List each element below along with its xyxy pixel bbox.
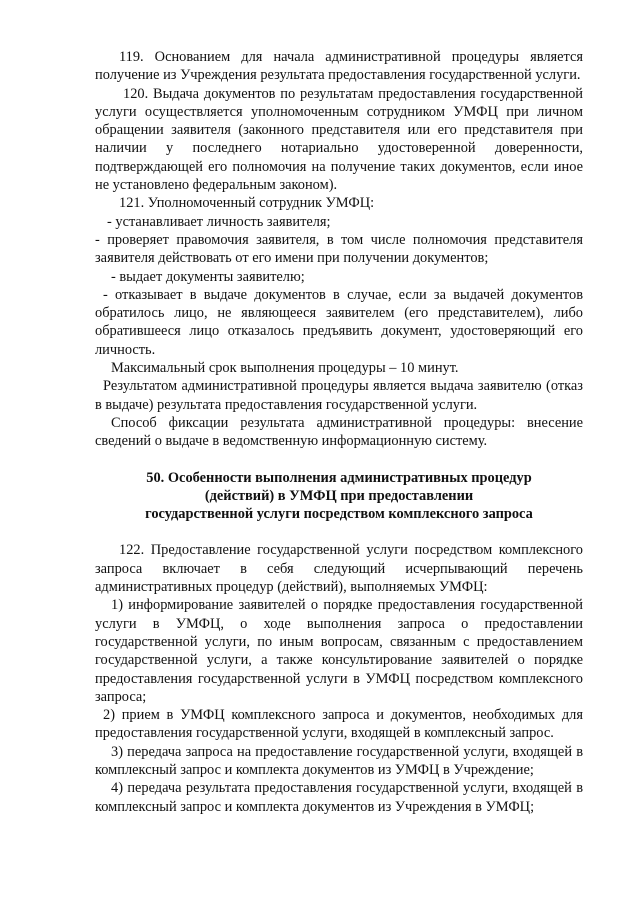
list-item-identity: - устанавливает личность заявителя; <box>107 213 331 230</box>
list-item-3: 3) передача запроса на предоставление государственной услуги, входящей в комплексный запрос и комплекта документов из УМФЦ в Учреждение; <box>95 743 583 778</box>
list-item-refuse: - отказывает в выдаче документов в случае, если за выдачей документов обратилось лицо, не являющееся заявителем (его представителем), либо обратившееся лицо отказалось предъявить документ, удостоверяющий его личность. <box>95 286 583 358</box>
heading-line-2: (действий) в УМФЦ при предоставлении <box>204 487 474 504</box>
paragraph-122: 122. Предоставление государственной услуги посредством комплексного запроса включает в себя следующий исчерпывающий перечень административных процедур (действий), выполняемых УМФЦ: <box>95 542 583 596</box>
list-item-1: 1) информирование заявителей о порядке предоставления государственной услуги в УМФЦ, о ходе выполнения запроса о предоставлении государственной услуги, по иным вопросам, связанным с предоставлением государственной услуги, а также консультирование заявителей о порядке предоставления государственной услуги в УМФЦ посредством комплексного запроса; <box>95 597 583 705</box>
paragraph-119: 119. Основанием для начала административной процедуры является получение из Учреждения результата предоставления государственной услуги. <box>95 49 583 84</box>
list-item-check-authority: - проверяет правомочия заявителя, в том числе полномочия представителя заявителя действовать от его имени при получении документов; <box>95 231 583 267</box>
paragraph-max-time: Максимальный срок выполнения процедуры – 10 минут. <box>111 360 459 377</box>
paragraph-fixation: Способ фиксации результата административной процедуры: внесение сведений о выдаче в ведомственную информационную систему. <box>95 414 583 450</box>
paragraph-121: 121. Уполномоченный сотрудник УМФЦ: <box>119 195 375 212</box>
document-page <box>95 48 583 816</box>
paragraph-result: Результатом административной процедуры является выдача заявителю (отказ в выдаче) результата предоставления государственной услуги. <box>95 378 583 413</box>
heading-line-1: 50. Особенности выполнения административных процедур <box>146 469 532 486</box>
list-item-issue-documents: - выдает документы заявителю; <box>111 268 305 285</box>
list-item-2: 2) прием в УМФЦ комплексного запроса и документов, необходимых для предоставления государственной услуги, входящей в комплексный запрос. <box>95 707 583 742</box>
section-heading-50 <box>95 469 583 524</box>
paragraph-120: 120. Выдача документов по результатам предоставления государственной услуги осуществляется уполномоченным сотрудником УМФЦ при личном обращении заявителя (законного представителя или его представителя при наличии у последнего нотариально удостоверенной доверенности, подтверждающей его полномочия на получение таких документов, если иное не установлено федеральным законом). <box>95 85 583 194</box>
heading-line-3: государственной услуги посредством комплексного запроса <box>145 506 533 523</box>
list-item-4: 4) передача результата предоставления государственной услуги, входящей в комплексный запрос и комплекта документов из Учреждения в УМФЦ; <box>95 780 583 815</box>
